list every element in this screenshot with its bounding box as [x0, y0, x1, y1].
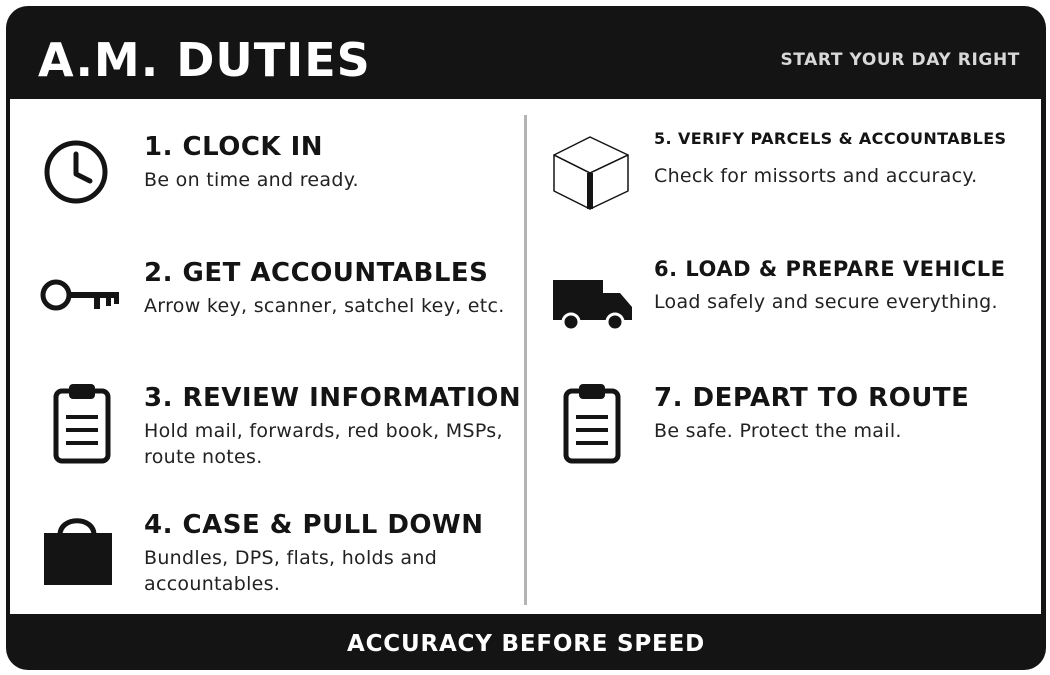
duty-description: Check for missorts and accuracy.: [654, 165, 978, 187]
clock-icon: [43, 139, 109, 205]
duty-title: 5. VERIFY PARCELS & ACCOUNTABLES: [654, 129, 1007, 148]
column-divider: [524, 115, 527, 605]
duty-description: Be safe. Protect the mail.: [654, 420, 902, 442]
duty-description: Arrow key, scanner, satchel key, etc.: [144, 295, 505, 317]
clipboard-icon: [52, 382, 112, 464]
duty-title: 7. DEPART TO ROUTE: [654, 383, 970, 413]
page-title: A.M. DUTIES: [38, 33, 371, 87]
duty-title: 1. CLOCK IN: [144, 132, 324, 162]
key-icon: [40, 277, 120, 317]
duty-description: Bundles, DPS, flats, holds and accountables.: [144, 547, 438, 595]
footer-text: ACCURACY BEFORE SPEED: [347, 631, 705, 657]
parcel-box-icon: [552, 135, 632, 211]
duty-description: Be on time and ready.: [144, 169, 359, 191]
duties-panel: [10, 99, 1041, 614]
clipboard-icon: [562, 382, 622, 464]
duty-description: Load safely and secure everything.: [654, 291, 998, 313]
duty-description: Hold mail, forwards, red book, MSPs, route notes.: [144, 420, 503, 468]
footer-banner: [6, 616, 1046, 670]
duty-title: 3. REVIEW INFORMATION: [144, 383, 522, 413]
duty-title: 2. GET ACCOUNTABLES: [144, 258, 489, 288]
truck-icon: [552, 277, 634, 335]
header: [6, 6, 1046, 98]
duty-title: 4. CASE & PULL DOWN: [144, 510, 484, 540]
duties-card: [6, 6, 1046, 670]
duty-title: 6. LOAD & PREPARE VEHICLE: [654, 257, 1006, 281]
bag-icon: [42, 511, 114, 587]
tagline: START YOUR DAY RIGHT: [780, 50, 1020, 70]
